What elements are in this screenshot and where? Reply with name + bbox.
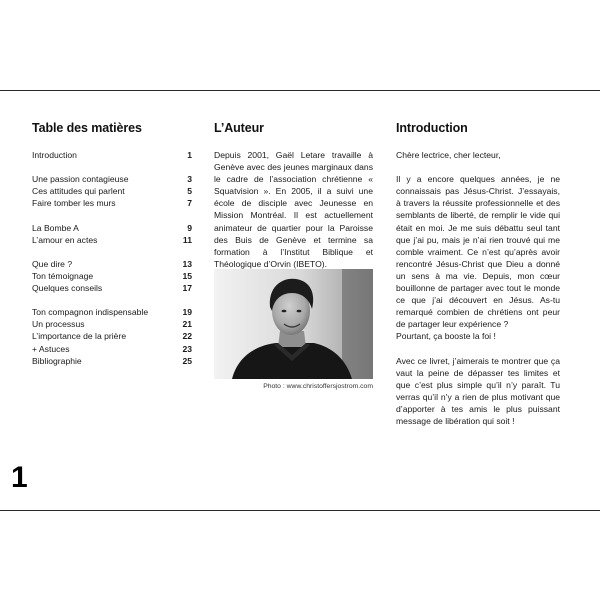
toc-spacer [32,246,192,258]
toc-entry-page: 21 [182,319,192,330]
toc-entry [32,234,192,246]
toc-entry-label: Un processus [32,319,85,330]
toc-entry-label: Que dire ? [32,258,73,269]
toc-entry-page: 13 [182,258,192,269]
toc-entry-page: 3 [187,174,192,185]
toc-entry-page: 11 [182,234,192,245]
toc-entry-page: 15 [182,270,192,281]
toc-entry-label: Ton témoignage [32,270,94,281]
toc-entry [32,306,192,318]
photo-credit: Photo : www.christoffersjostrom.com [263,383,373,390]
toc-entry [32,258,192,270]
author-photo [214,269,373,379]
toc-spacer [32,161,192,173]
toc-entry-label: Bibliographie [32,355,82,366]
toc-entry-page: 19 [182,307,192,318]
introduction-paragraph: Avec ce livret, j’aimerais te montrer que ça vaut la peine de dépasser tes limites et que c’est plus simple qu’il n’y paraît. Tu verras qu’il n’y a rien de plus motivant que d’apporter à tes amis le plus puissant message de libération qui soit ! [396,355,560,427]
author-title: L’Auteur [214,121,264,135]
introduction-paragraph: Il y a encore quelques années, je ne connaissais pas Jésus-Christ. J’essayais, à travers la réussite professionnelle et des semblants de liberté, de remplir le vide qui était en moi. Je me suis débattu seul tant que j’ai pu, mais je n’ai rien trouvé qui me comble vraiment. Ce n’est qu’après avoir rencontré Jésus-Christ que Dieu a donné un sens à ma vie. Depuis, mon cœur bouillonne de partager avec tout le monde ce que j’ai découvert en Jésus. As-tu remarqué combien de chrétiens ont peur de partager leur expérience ? [396,174,560,330]
book-spread [0,90,600,511]
toc-entry-label: Ton compagnon indispensable [32,307,149,318]
toc-entry-label: Une passion contagieuse [32,174,129,185]
table-of-contents [32,149,192,367]
toc-entry-label: La Bombe A [32,222,79,233]
toc-entry [32,330,192,342]
toc-entry-page: 7 [187,198,192,209]
toc-entry [32,282,192,294]
toc-entry-label: L’importance de la prière [32,331,127,342]
toc-entry [32,318,192,330]
toc-entry-label: Faire tomber les murs [32,198,116,209]
introduction-title: Introduction [396,121,468,135]
toc-entry-label: Quelques conseils [32,283,103,294]
toc-entry-page: 1 [187,150,192,160]
introduction-text [396,149,560,427]
toc-entry-page: 23 [182,343,192,354]
toc-entry-label: + Astuces [32,343,70,354]
toc-entry [32,197,192,209]
toc-entry-page: 22 [182,331,192,342]
toc-entry [32,173,192,185]
toc-entry [32,149,192,161]
author-bio: Depuis 2001, Gaël Letare travaille à Genève avec des jeunes marginaux dans le cadre de l’association chrétienne « Squatvision ». En 2005, il a suivi une école de disciple avec Jeunesse en Mission Montréal. Il est actuellement animateur de quartier pour la Paroisse des Buis de Genève et termine sa formation à l’Institut Biblique et Théologique d’Orvin (IBETO). [214,150,373,269]
toc-entry [32,185,192,197]
toc-entry-label: Ces attitudes qui parlent [32,186,125,197]
introduction-paragraph-end: Pourtant, ça booste la foi ! [396,331,496,342]
toc-entry-page: 9 [187,222,192,233]
introduction-greeting: Chère lectrice, cher lecteur, [396,150,501,160]
toc-entry [32,222,192,234]
page-number: 1 [11,461,28,494]
toc-entry-page: 25 [182,355,192,366]
toc-entry-label: L’amour en actes [32,234,98,245]
toc-spacer [32,294,192,306]
toc-entry [32,355,192,367]
toc-entry-page: 5 [187,186,192,197]
toc-entry-label: Introduction [32,150,77,160]
toc-entry [32,270,192,282]
toc-spacer [32,209,192,221]
toc-entry-page: 17 [182,283,192,294]
toc-title: Table des matières [32,121,142,135]
toc-entry [32,343,192,355]
